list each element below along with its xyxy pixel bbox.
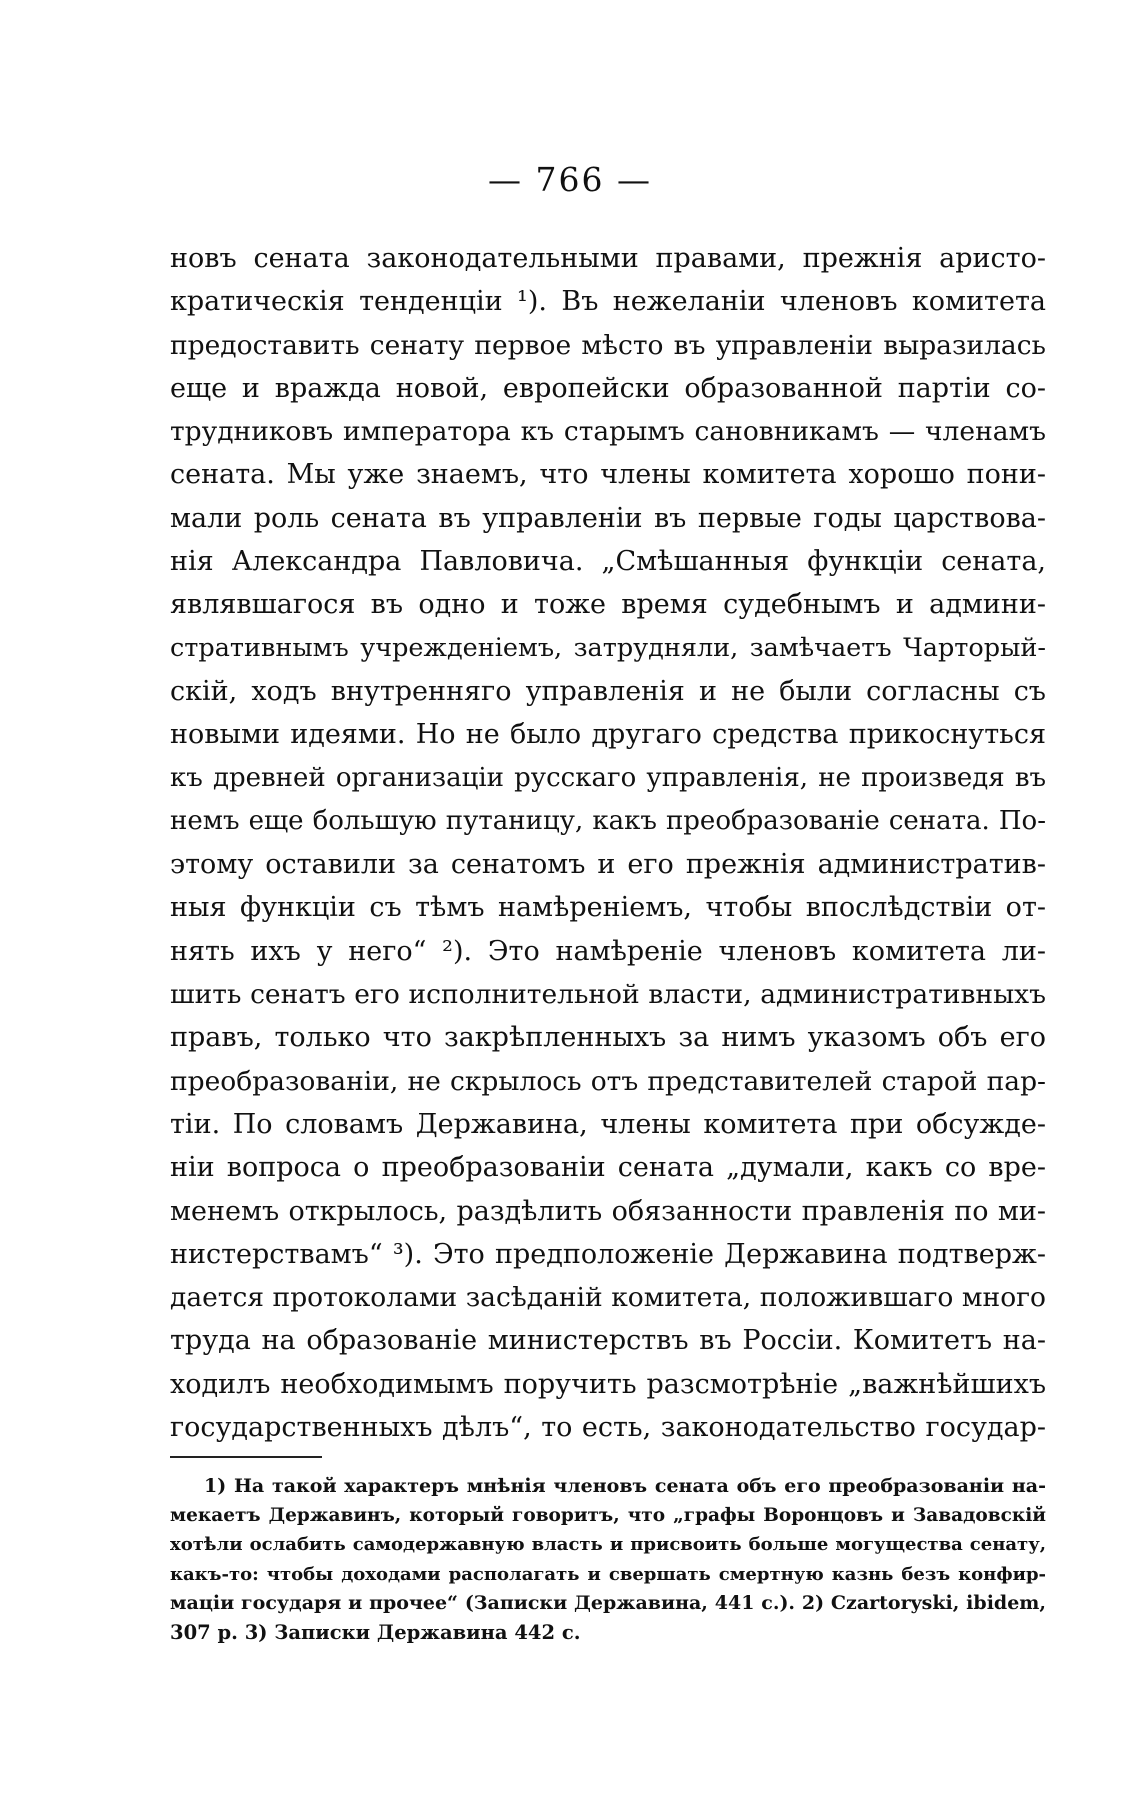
text-line: мали роль сената въ управленіи въ первые годы царствова- xyxy=(170,502,1046,534)
text-line: предоставить сенату первое мѣсто въ управленіи выразилась xyxy=(170,329,1046,361)
text-line: ніи вопроса о преобразованіи сената „думали, какъ со вре- xyxy=(170,1152,1046,1184)
text-line: шить сенатъ его исполнительной власти, административныхъ xyxy=(170,979,1046,1011)
text-line: нія Александра Павловича. „Смѣшанныя функціи сената, xyxy=(170,546,1046,578)
text-line: стративнымъ учрежденіемъ, затрудняли, замѣчаетъ Чарторый- xyxy=(170,632,1046,663)
text-line: къ древней организаціи русскаго управленія, не произведя въ xyxy=(170,762,1046,793)
text-line: являвшагося въ одно и тоже время судебнымъ и админи- xyxy=(170,589,1046,621)
text-line: государственныхъ дѣлъ“, то есть, законодательство государ- xyxy=(170,1412,1046,1444)
text-line: еще и вражда новой, европейски образованной партіи со- xyxy=(170,372,1046,404)
text-line: немъ еще большую путаницу, какъ преобразованіе сената. По- xyxy=(170,805,1046,836)
text-line: труда на образованіе министерствъ въ Россіи. Комитетъ на- xyxy=(170,1325,1046,1357)
text-line: тіи. По словамъ Державина, члены комитета при обсужде- xyxy=(170,1108,1046,1140)
footnote-separator xyxy=(170,1456,322,1458)
text-line: трудниковъ императора къ старымъ сановникамъ — членамъ xyxy=(170,416,1046,448)
text-line: преобразованіи, не скрылось отъ представителей старой пар- xyxy=(170,1065,1046,1097)
text-line: новыми идеями. Но не было другаго средства прикоснуться xyxy=(170,719,1046,751)
footnotes xyxy=(170,1472,1046,1647)
footnote-line: 307 р. 3) Записки Державина 442 с. xyxy=(170,1620,581,1644)
text-line: сената. Мы уже знаемъ, что члены комитета хорошо пони- xyxy=(170,459,1046,491)
body-text xyxy=(170,237,1046,1449)
footnote-line: мекаетъ Державинъ, который говоритъ, что „графы Воронцовъ и Завадовскій xyxy=(170,1505,1046,1527)
text-line: скій, ходъ внутренняго управленія и не были согласны съ xyxy=(170,675,1046,707)
footnote-line: какъ-то: чтобы доходами располагать и свершать смертную казнь безъ конфир- xyxy=(170,1563,1046,1585)
text-line: этому оставили за сенатомъ и его прежнія административ- xyxy=(170,849,1046,881)
text-line: нистерствамъ“ ³). Это предположеніе Державина подтверж- xyxy=(170,1238,1046,1270)
text-line: ныя функціи съ тѣмъ намѣреніемъ, чтобы впослѣдствіи от- xyxy=(170,892,1046,924)
footnote-line: хотѣли ослабить самодержавную власть и присвоить больше могущества сенату, xyxy=(170,1534,1046,1556)
text-line: менемъ открылось, раздѣлить обязанности правленія по ми- xyxy=(170,1195,1046,1227)
text-line: дается протоколами засѣданій комитета, положившаго много xyxy=(170,1282,1046,1314)
footnote-line: 1) На такой характеръ мнѣнія членовъ сената объ его преобразованіи на- xyxy=(204,1475,1046,1497)
text-line: кратическія тенденціи ¹). Въ нежеланіи членовъ комитета xyxy=(170,286,1046,318)
text-line: новъ сената законодательными правами, прежнія аристо- xyxy=(170,243,1046,274)
text-line: правъ, только что закрѣпленныхъ за нимъ указомъ объ его xyxy=(170,1022,1046,1054)
text-line: ходилъ необходимымъ поручить разсмотрѣніе „важнѣйшихъ xyxy=(170,1368,1046,1400)
text-line: нять ихъ у него“ ²). Это намѣреніе членовъ комитета ли- xyxy=(170,935,1046,967)
footnote-line: маціи государя и прочее“ (Записки Державина, 441 с.). 2) Czartoryski, ibidem, xyxy=(170,1591,1046,1614)
page-number: — 766 — xyxy=(488,160,652,199)
